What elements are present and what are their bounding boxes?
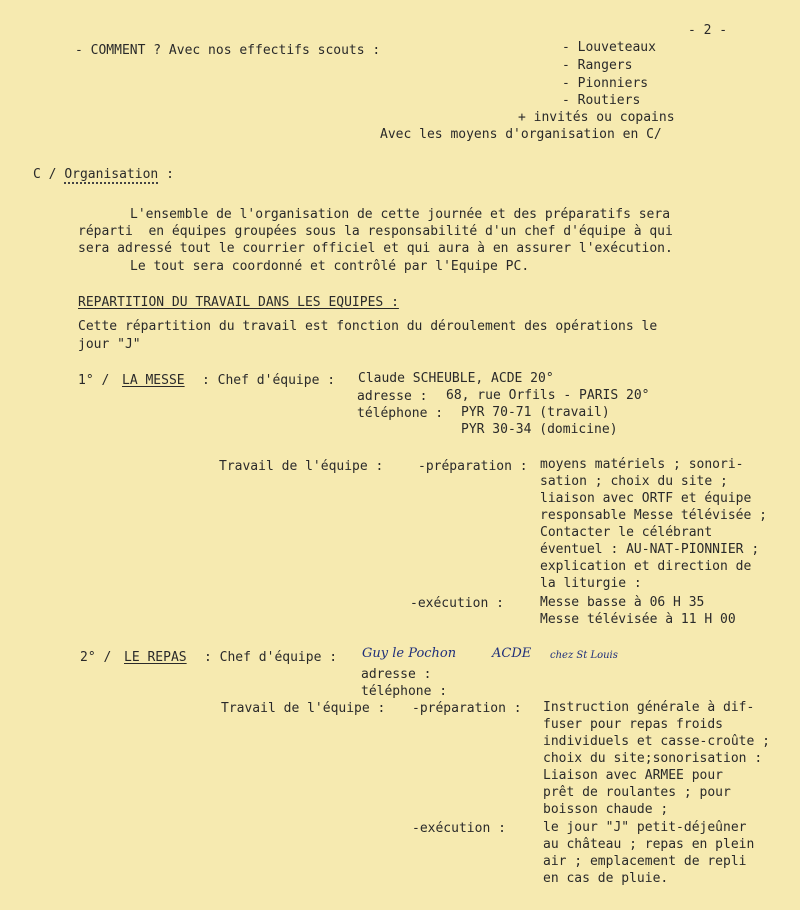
list-item: - Louveteaux bbox=[562, 40, 656, 55]
messe-exec-label: -exécution : bbox=[410, 596, 504, 611]
messe-title: LA MESSE bbox=[122, 373, 185, 388]
repas-exec-line: en cas de pluie. bbox=[543, 871, 669, 886]
section-c-para1-line3: sera adressé tout le courrier officiel et qui aura à en assurer l'exécution. bbox=[78, 241, 673, 256]
messe-tel-label: téléphone : bbox=[357, 406, 444, 421]
messe-tel-value1: PYR 70-71 (travail) bbox=[461, 405, 610, 420]
repas-travail-label: Travail de l'équipe : bbox=[221, 701, 386, 716]
repas-prep-line: Liaison avec ARMEE pour bbox=[543, 768, 724, 783]
repas-prep-label: -préparation : bbox=[412, 701, 522, 716]
repas-prep-line: fuser pour repas froids bbox=[543, 717, 724, 732]
repartition-line1: Cette répartition du travail est fonction du déroulement des opérations le bbox=[78, 319, 658, 334]
section-c-prefix: C / bbox=[33, 167, 57, 182]
repartition-line2: jour "J" bbox=[78, 337, 141, 352]
comment-means: Avec les moyens d'organisation en C/ bbox=[380, 127, 662, 142]
section-c-para1-line2: réparti en équipes groupées sous la responsabilité d'un chef d'équipe à qui bbox=[78, 224, 673, 239]
messe-prep-line: éventuel : AU-NAT-PIONNIER ; bbox=[540, 542, 760, 557]
messe-chef-label: : Chef d'équipe : bbox=[202, 373, 336, 388]
messe-prep-line: Contacter le célébrant bbox=[540, 525, 713, 540]
messe-travail-label: Travail de l'équipe : bbox=[219, 459, 384, 474]
messe-exec-line: Messe télévisée à 11 H 00 bbox=[540, 612, 736, 627]
repas-num: 2° / bbox=[80, 650, 112, 665]
repas-exec-line: le jour "J" petit-déjeûner bbox=[543, 820, 747, 835]
list-item: - Routiers bbox=[562, 93, 641, 108]
messe-prep-line: explication et direction de bbox=[540, 559, 752, 574]
repas-prep-line: choix du site;sonorisation : bbox=[543, 751, 763, 766]
section-c-para1-line1: L'ensemble de l'organisation de cette journée et des préparatifs sera bbox=[130, 207, 671, 222]
messe-prep-line: moyens matériels ; sonori- bbox=[540, 457, 744, 472]
page-number: - 2 - bbox=[688, 23, 728, 38]
repartition-heading: REPARTITION DU TRAVAIL DANS LES EQUIPES : bbox=[78, 295, 399, 310]
messe-num: 1° / bbox=[78, 373, 110, 388]
list-item: - Rangers bbox=[562, 58, 633, 73]
comment-lead: - COMMENT ? Avec nos effectifs scouts : bbox=[75, 43, 381, 58]
repas-prep-line: prêt de roulantes ; pour bbox=[543, 785, 731, 800]
repas-title: LE REPAS bbox=[124, 650, 187, 665]
repas-prep-line: boisson chaude ; bbox=[543, 802, 669, 817]
messe-prep-line: responsable Messe télévisée ; bbox=[540, 508, 767, 523]
repas-tel-label: téléphone : bbox=[361, 684, 448, 699]
messe-tel-value2: PYR 30-34 (domicine) bbox=[461, 422, 618, 437]
repas-chef-handwritten-acde: ACDE bbox=[492, 646, 532, 661]
messe-adresse-value: 68, rue Orfils - PARIS 20° bbox=[446, 388, 650, 403]
repas-prep-line: individuels et casse-croûte ; bbox=[543, 734, 770, 749]
repas-exec-label: -exécution : bbox=[412, 821, 506, 836]
comment-plus: + invités ou copains bbox=[518, 110, 675, 125]
messe-prep-line: sation ; choix du site ; bbox=[540, 474, 728, 489]
messe-prep-line: liaison avec ORTF et équipe bbox=[540, 491, 752, 506]
repas-exec-line: air ; emplacement de repli bbox=[543, 854, 747, 869]
messe-chef-value: Claude SCHEUBLE, ACDE 20° bbox=[358, 371, 554, 386]
repas-prep-line: Instruction générale à dif- bbox=[543, 700, 755, 715]
messe-prep-label: -préparation : bbox=[418, 459, 528, 474]
repas-exec-line: au château ; repas en plein bbox=[543, 837, 755, 852]
section-c-para2: Le tout sera coordonné et contrôlé par l'Equipe PC. bbox=[130, 259, 530, 274]
repas-chef-label: : Chef d'équipe : bbox=[204, 650, 338, 665]
section-c-title: Organisation bbox=[64, 167, 159, 182]
list-item: - Pionniers bbox=[562, 76, 649, 91]
repas-chef-handwritten-note: chez St Louis bbox=[550, 650, 618, 661]
messe-exec-line: Messe basse à 06 H 35 bbox=[540, 595, 705, 610]
section-c-colon: : bbox=[166, 167, 174, 182]
repas-adresse-label: adresse : bbox=[361, 667, 432, 682]
repas-chef-handwritten: Guy le Pochon bbox=[362, 646, 457, 661]
messe-prep-line: la liturgie : bbox=[540, 576, 642, 591]
messe-adresse-label: adresse : bbox=[357, 389, 428, 404]
section-c-heading bbox=[33, 166, 174, 183]
